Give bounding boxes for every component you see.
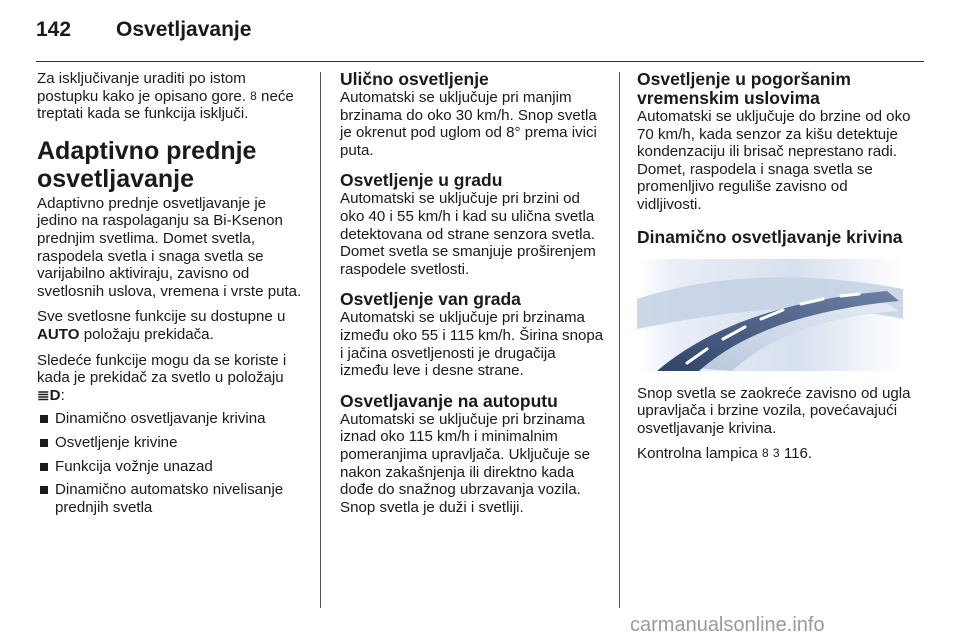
list-item <box>37 410 307 428</box>
adaptive-paragraph-2 <box>37 308 307 343</box>
list-item-text: Osvetljenje krivine <box>55 433 178 451</box>
bullet-icon <box>40 463 48 471</box>
low-beam-icon: ≣D <box>37 386 61 404</box>
list-item <box>37 481 307 516</box>
p2-text-before: Sve svetlosne funkcije su dostupne u <box>37 308 286 326</box>
section-title: Osvetljenje u pogoršanim vremenskim uslovima <box>637 69 851 108</box>
column-middle <box>340 70 608 528</box>
curve-text: Snop svetla se zaokreće zavisno od ugla upravljača i brzine vozila, povećavajući osvetljavanje krivina. <box>637 384 911 437</box>
column-right <box>637 70 912 471</box>
light-indicator-icon: 8 <box>250 88 257 103</box>
section-title: Osvetljavanje na autoputu <box>340 390 558 411</box>
bullet-icon <box>40 439 48 447</box>
column-left <box>37 70 307 522</box>
adaptive-paragraph-1: Adaptivno prednje osvetljavanje je jedino na raspolaganju sa Bi-Ksenon prednjim svetlima. Domet svetla, raspodela svetla i snaga svetla se varijabilno aktiviraju, zavisno od svetlosnih uslova, vremena i vrste puta. <box>37 194 302 300</box>
intro-paragraph <box>37 70 307 123</box>
column-divider <box>619 72 620 608</box>
section-text: Automatski se uključuje pri brzinama između oko 55 i 115 km/h. Širina snopa i jačina osvetljenosti je drugačija između leve i desne strane. <box>340 309 604 380</box>
page-number: 142 <box>36 18 72 41</box>
list-item <box>37 434 307 452</box>
intro-text-after: neće treptati kada se funkcija isključi. <box>37 87 294 123</box>
lamp-reference <box>637 445 912 463</box>
section-text: Automatski se uključuje do brzine od oko 70 km/h, kada senzor za kišu detektuje kondenzaciju ili brisač neprestano radi. Domet, raspodela i snaga svetla se promenljivo reguliše zavisno od vidljivosti. <box>637 108 911 213</box>
section-country-lighting <box>340 290 608 379</box>
section-text: Automatski se uključuje pri brzinama iznad oko 115 km/h i minimalnim pomeranjima upravljača. Uključuje se nakon zakašnjenja ili direktno kada dođe do snažnog ubrzavanja vozila. Snop svetla je duži i svetliji. <box>340 410 590 516</box>
list-item <box>37 458 307 476</box>
page-header <box>36 18 251 42</box>
section-heading-adaptive: Adaptivno prednje osvetljavanje <box>37 136 257 193</box>
auto-label: AUTO <box>37 325 80 343</box>
light-indicator-icon: 8 <box>762 446 769 461</box>
p2-text-after: položaju prekidača. <box>83 325 214 343</box>
section-text: Automatski se uključuje pri manjim brzinama do oko 30 km/h. Snop svetla je okrenut pod uglom od 8° prema ivici puta. <box>340 89 597 159</box>
section-title: Osvetljenje van grada <box>340 289 521 310</box>
section-text: Automatski se uključuje pri brzini od oko 40 i 55 km/h i kad su ulična svetla detektovana od strane senzora svetla. Domet svetla se smanjuje proširenjem raspodele svetlosti. <box>340 190 596 278</box>
p3-colon: : <box>60 386 65 404</box>
p3-text: Sledeće funkcije mogu da se koriste i kada je prekidač za svetlo u položaju <box>37 351 287 387</box>
header-rule <box>36 61 924 62</box>
list-item-text: Funkcija vožnje unazad <box>55 457 213 475</box>
section-city-lighting <box>340 171 608 278</box>
section-bad-weather <box>637 70 912 214</box>
section-title: Osvetljenje u gradu <box>340 170 503 191</box>
watermark: carmanualsonline.info <box>630 614 825 636</box>
curve-lighting-illustration <box>637 259 903 371</box>
function-list <box>37 410 307 516</box>
bullet-icon <box>40 486 48 494</box>
adaptive-paragraph-3 <box>37 352 307 405</box>
column-divider <box>320 72 321 608</box>
intro-text-before: Za isključivanje uraditi po istom postupku kako je opisano gore. <box>37 70 246 105</box>
section-motorway-lighting <box>340 392 608 517</box>
bullet-icon <box>40 415 48 423</box>
page-reference-arrow-icon: 3 <box>772 446 780 461</box>
lamp-ref-page: 116. <box>783 445 813 463</box>
section-title-curve: Dinamično osvetljavanje krivina <box>637 226 903 247</box>
list-item-text: Dinamično automatsko nivelisanje prednjih svetla <box>55 481 284 516</box>
page-title: Osvetljavanje <box>116 18 252 41</box>
list-item-text: Dinamično osvetljavanje krivina <box>55 410 266 428</box>
section-street-lighting <box>340 70 608 159</box>
section-title: Ulično osvetljenje <box>340 69 489 89</box>
lamp-label: Kontrolna lampica <box>637 445 758 463</box>
